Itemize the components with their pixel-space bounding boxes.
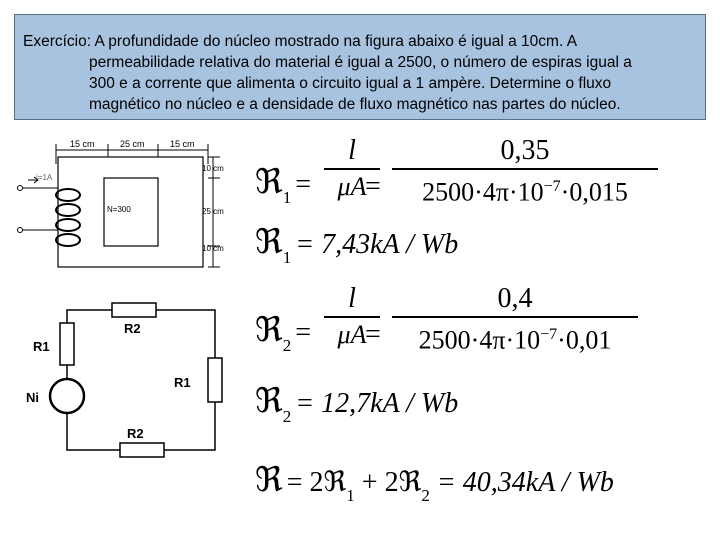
turns-label: N=300	[107, 205, 131, 214]
fraction-r2-values	[392, 282, 638, 358]
equivalent-circuit	[20, 295, 235, 475]
resistor-r1-right	[208, 358, 222, 402]
statement-line-4: magnético no núcleo e a densidade de fluxo magnético nas partes do núcleo.	[89, 96, 621, 113]
subscript: 2	[421, 486, 430, 505]
equals-sign: =	[365, 171, 381, 202]
mmf-source	[50, 379, 84, 413]
terminal	[18, 228, 23, 233]
term-2r1: = 2ℜ	[286, 467, 347, 498]
dim-label-right-top: 10 cm	[202, 164, 224, 173]
current-label: i=1A	[36, 173, 53, 182]
label-source: Ni	[26, 390, 39, 405]
denominator: $2500\cdot 4\pi\cdot 10^{-7}\cdot 0,015$	[422, 177, 628, 207]
dim-label-top-left: 15 cm	[70, 139, 95, 149]
problem-statement	[14, 14, 706, 120]
resistor-r2-top	[112, 303, 156, 317]
reluctance-symbol: ℜ	[255, 222, 283, 262]
statement-line-3: 300 e a corrente que alimenta o circuito igual a 1 ampère. Determine o fluxo	[89, 75, 612, 92]
dim-label-right-bottom: 10 cm	[202, 244, 224, 253]
label-r1-right: R1	[174, 375, 191, 390]
reluctance-symbol: ℜ	[255, 162, 283, 202]
dim-label-top-mid: 25 cm	[120, 139, 145, 149]
numerator: l	[348, 283, 356, 314]
term-2r2: + 2ℜ	[354, 467, 422, 498]
subscript: 1	[346, 486, 355, 505]
label-r2-top: R2	[124, 321, 141, 336]
equation-total-reluctance	[255, 460, 614, 505]
subscript: 1	[282, 248, 292, 267]
label-r2-bottom: R2	[127, 426, 144, 441]
numerator: l	[348, 135, 356, 166]
statement-line-2: permeabilidade relativa do material é igual a 2500, o número de espiras igual a	[89, 54, 632, 71]
dim-label-top-right: 15 cm	[170, 139, 195, 149]
reluctance-symbol: ℜ	[255, 310, 283, 350]
fraction-r1-values	[392, 134, 658, 210]
numerator: 0,4	[497, 283, 533, 314]
subscript: 2	[282, 407, 292, 426]
result-value: = 7,43kA / Wb	[295, 229, 459, 260]
denominator: μA	[337, 320, 367, 349]
result-value: = 12,7kA / Wb	[295, 388, 459, 419]
terminal	[18, 186, 23, 191]
label-r1-left: R1	[33, 339, 50, 354]
numerator: 0,35	[500, 135, 550, 166]
equation-r1-result	[255, 222, 459, 267]
reluctance-symbol: ℜ	[255, 460, 283, 500]
denominator: $2500\cdot 4\pi\cdot 10^{-7}\cdot 0,01$	[418, 325, 612, 355]
equals-sign: =	[365, 319, 381, 350]
result-value: = 40,34kA / Wb	[429, 467, 614, 498]
dim-label-right-mid: 25 cm	[202, 207, 224, 216]
equation-r2-formula: ℜ2 =	[255, 310, 311, 355]
equation-r2-result	[255, 381, 459, 426]
denominator: μA	[337, 172, 367, 201]
reluctance-symbol: ℜ	[255, 381, 283, 421]
statement-line-1: Exercício: A profundidade do núcleo mostrado na figura abaixo é igual a 10cm. A	[23, 33, 578, 50]
equation-r1-formula: ℜ1 =	[255, 162, 311, 207]
subscript: 2	[282, 336, 292, 355]
subscript: 1	[282, 188, 292, 207]
resistor-r1-left	[60, 323, 74, 365]
resistor-r2-bottom	[120, 443, 164, 457]
core-figure	[8, 130, 248, 280]
